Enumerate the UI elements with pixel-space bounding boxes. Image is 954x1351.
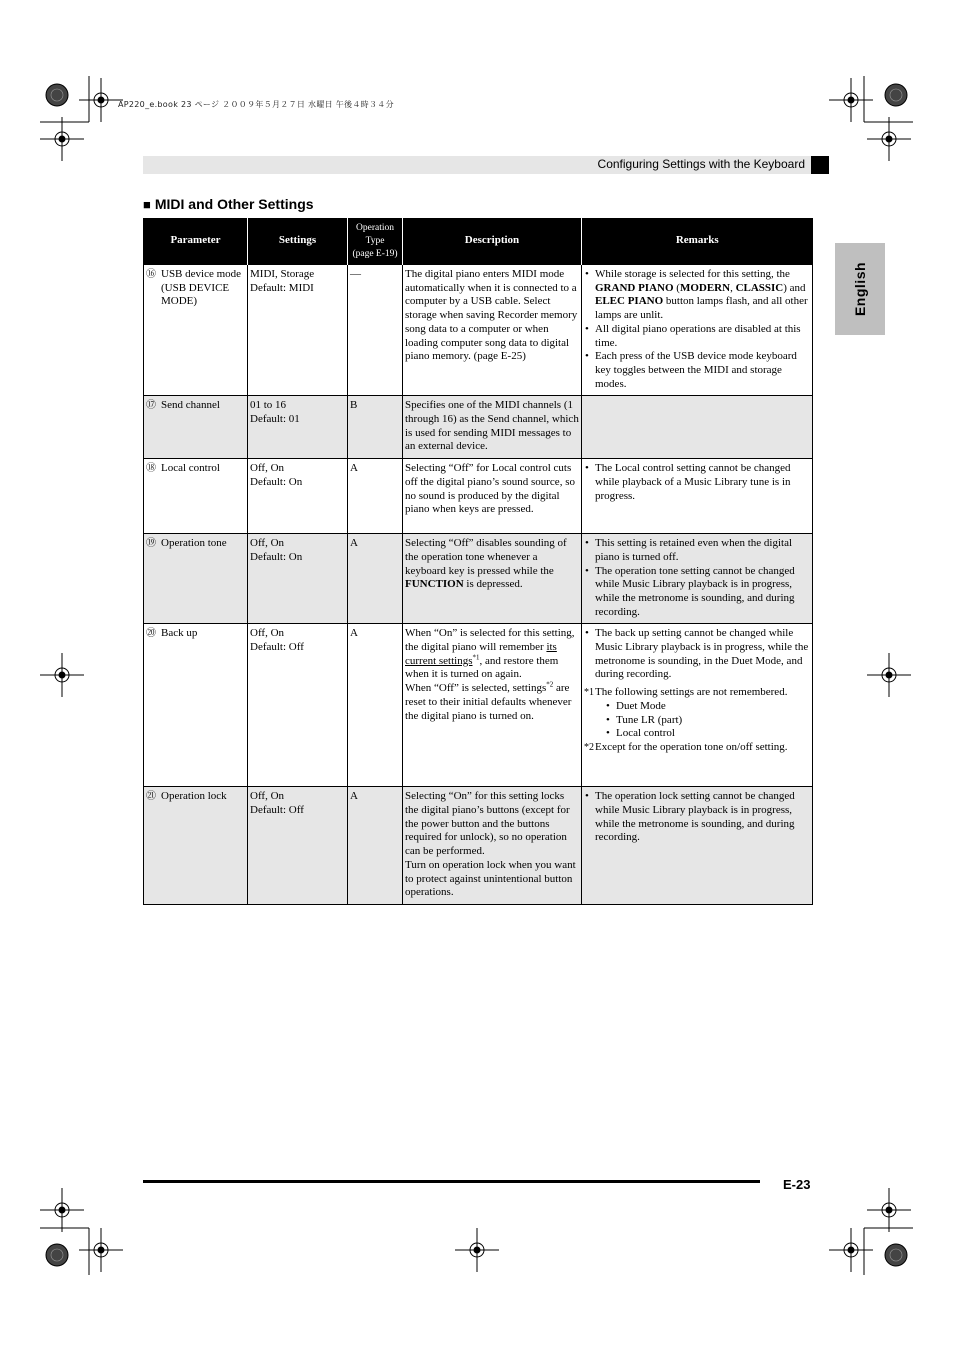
table-header-row <box>144 218 813 265</box>
settings-cell: 01 to 16 Default: 01 <box>248 396 348 459</box>
param-name: Operation tone <box>161 537 227 550</box>
list-item: • Duet Mode <box>605 700 810 714</box>
settings-cell: Off, On Default: Off <box>248 624 348 787</box>
param-name: Local control <box>161 462 220 475</box>
param-number: ⑲ <box>146 538 156 550</box>
table-row <box>144 396 813 459</box>
param-cell <box>144 396 248 459</box>
table-row <box>144 787 813 905</box>
param-number: ㉑ <box>146 791 156 803</box>
language-tab-label: English <box>852 261 868 317</box>
header-title: Configuring Settings with the Keyboard <box>597 157 805 171</box>
description-cell: Selecting “Off” for Local control cuts off the digital piano’s sound source, so no sound is produced by the digital piano when keys are pressed. <box>403 459 582 534</box>
settings-cell: Off, On Default: Off <box>248 787 348 905</box>
col-header-operation-type: Operation Type (page E-19) <box>348 218 403 265</box>
remark-item: • While storage is selected for this setting, the GRAND PIANO (MODERN, CLASSIC) and ELEC PIANO button lamps flash, and all other lamps are unlit. <box>584 268 810 323</box>
op-type-cell: B <box>348 396 403 459</box>
description-cell: Selecting “On” for this setting locks the digital piano’s buttons (except for the power button and the buttons required for unlock), so no operation can be performed. Turn on operation lock when you want to protect against unintentional button operations. <box>403 787 582 905</box>
op-type-cell: — <box>348 265 403 396</box>
footnote-1: *1 The following settings are not remembered. • Duet Mode • Tune LR (part) • Local control <box>584 686 810 741</box>
settings-cell: Off, On Default: On <box>248 459 348 534</box>
remarks-cell <box>582 624 813 787</box>
remarks-cell <box>582 459 813 534</box>
section-marker-icon: ■ <box>143 197 151 212</box>
col-header-description: Description <box>403 218 582 265</box>
op-type-cell: A <box>348 534 403 624</box>
description-cell: When “On” is selected for this setting, the digital piano will remember its current settings$^{*1}$, and restore them when it is turned on again. When “Off” is selected, settings$^{*2}$ are reset to their initial defaults whenever the digital piano is turned on. <box>403 624 582 787</box>
remark-item: • The operation tone setting cannot be changed while Music Library playback is in progress, while the metronome is sounding, and during recording. <box>584 565 810 620</box>
param-cell <box>144 787 248 905</box>
param-cell <box>144 459 248 534</box>
header-block-marker <box>811 156 829 174</box>
list-item: • Tune LR (part) <box>605 714 810 728</box>
description-cell: Selecting “Off” disables sounding of the operation tone whenever a keyboard key is pressed while the FUNCTION is depressed. <box>403 534 582 624</box>
param-number: ⑰ <box>146 400 156 412</box>
remark-item: • The Local control setting cannot be changed while playback of a Music Library tune is in progress. <box>584 462 810 503</box>
table-row <box>144 265 813 396</box>
op-type-cell: A <box>348 624 403 787</box>
remarks-cell <box>582 787 813 905</box>
footnote-2: *2 Except for the operation tone on/off setting. <box>584 740 788 753</box>
param-name: Operation lock <box>161 790 227 803</box>
language-tab <box>835 243 885 335</box>
table-row <box>144 534 813 624</box>
list-item: • Local control <box>605 727 810 741</box>
param-cell <box>144 624 248 787</box>
description-cell: The digital piano enters MIDI mode automatically when it is connected to a computer by a USB cable. Select storage when saving Recorder memory song data to a computer or when loading computer song data to digital piano memory. (page E-25) <box>403 265 582 396</box>
param-cell <box>144 534 248 624</box>
page-number: E-23 <box>783 1177 811 1192</box>
table-row <box>144 624 813 787</box>
remarks-cell <box>582 396 813 459</box>
description-cell: Specifies one of the MIDI channels (1 through 16) as the Send channel, which is used for sending MIDI messages to an external device. <box>403 396 582 459</box>
remark-item: • This setting is retained even when the digital piano is turned off. <box>584 537 810 564</box>
remark-item: • All digital piano operations are disabled at this time. <box>584 323 810 350</box>
settings-cell: MIDI, Storage Default: MIDI <box>248 265 348 396</box>
running-header <box>143 156 829 174</box>
section-title: MIDI and Other Settings <box>154 196 314 212</box>
col-header-parameter: Parameter <box>144 218 248 265</box>
remarks-cell <box>582 534 813 624</box>
table-row <box>144 459 813 534</box>
param-name: USB device mode (USB DEVICE MODE) <box>161 268 242 308</box>
section-heading <box>143 196 314 212</box>
col-header-remarks: Remarks <box>582 218 813 265</box>
settings-table <box>143 218 813 905</box>
footer-rule <box>143 1180 760 1183</box>
param-cell <box>144 265 248 396</box>
settings-cell: Off, On Default: On <box>248 534 348 624</box>
param-name: Send channel <box>161 399 220 412</box>
remark-item: • The back up setting cannot be changed while Music Library playback is in progress, while the metronome is sounding, in the Duet Mode, and during recording. <box>584 627 810 682</box>
param-number: ⑳ <box>146 628 156 640</box>
remark-item: • The operation lock setting cannot be changed while Music Library playback is in progress, while the metronome is sounding, and during recording. <box>584 790 810 845</box>
op-type-cell: A <box>348 459 403 534</box>
param-number: ⑯ <box>146 269 156 280</box>
param-name: Back up <box>161 627 198 640</box>
remark-item: • Each press of the USB device mode keyboard key toggles between the MIDI and storage modes. <box>584 350 810 391</box>
op-type-cell: A <box>348 787 403 905</box>
remarks-cell <box>582 265 813 396</box>
col-header-settings: Settings <box>248 218 348 265</box>
print-info: AP220_e.book 23 ページ ２００９年５月２７日 水曜日 午後４時３４分 <box>118 100 394 109</box>
param-number: ⑱ <box>146 463 156 475</box>
